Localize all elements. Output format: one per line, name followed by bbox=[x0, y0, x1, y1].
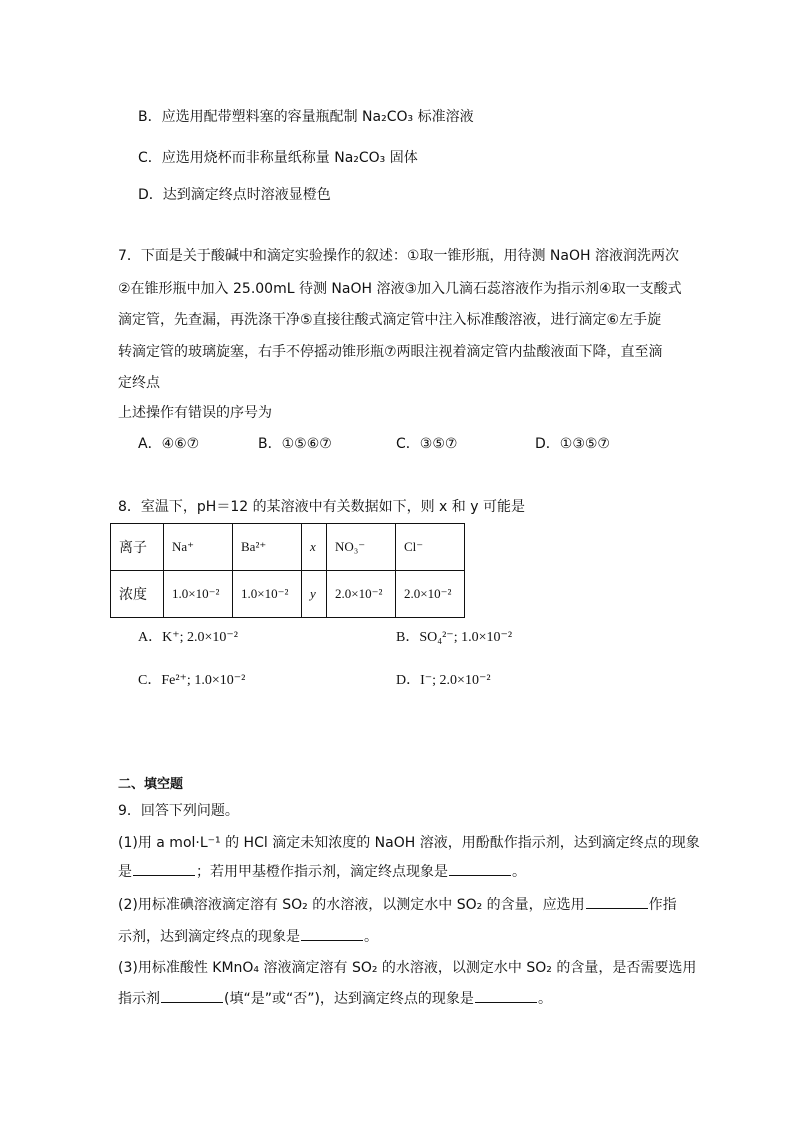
answer-blank[interactable] bbox=[301, 928, 363, 941]
q9-part3-line1: (3)用标准酸性 KMnO₄ 溶液滴定溶有 SO₂ 的水溶液，以测定水中 SO₂ 的含量，是否需要选用 bbox=[118, 960, 697, 976]
text-segment: 指示剂 bbox=[118, 991, 160, 1007]
q6-option-b: B．应选用配带塑料塞的容量瓶配制 Na₂CO₃ 标准溶液 bbox=[138, 109, 474, 125]
q7-stem-line-3: 滴定管，先查漏，再洗涤干净⑤直接往酸式滴定管中注入标准酸溶液，进行滴定⑥左手旋 bbox=[118, 312, 662, 328]
q6-option-d: D．达到滴定终点时溶液显橙色 bbox=[138, 187, 331, 203]
table-cell: x bbox=[302, 524, 327, 571]
section-heading: 二、填空题 bbox=[118, 777, 184, 792]
table-cell: NO₃⁻ bbox=[327, 524, 396, 571]
table-cell: 1.0×10⁻² bbox=[164, 571, 233, 618]
text-segment: 示剂，达到滴定终点的现象是 bbox=[118, 929, 300, 945]
table-cell: Ba²⁺ bbox=[233, 524, 302, 571]
answer-blank[interactable] bbox=[475, 990, 537, 1003]
q8-option-d: D．I⁻; 2.0×10⁻² bbox=[396, 673, 491, 688]
table-cell: 浓度 bbox=[111, 571, 164, 618]
q8-option-b: B．SO₄²⁻; 1.0×10⁻² bbox=[396, 630, 513, 645]
q7-option-d: D．①③⑤⑦ bbox=[535, 436, 610, 452]
text-segment: (填“是”或“否”)，达到滴定终点的现象是 bbox=[224, 991, 474, 1007]
q7-prompt: 上述操作有错误的序号为 bbox=[118, 405, 272, 421]
text-segment: 。 bbox=[537, 991, 552, 1007]
text-segment: 是 bbox=[118, 864, 132, 880]
q9-part2-line1 bbox=[118, 895, 677, 915]
q8-option-c: C．Fe²⁺; 1.0×10⁻² bbox=[138, 673, 246, 688]
q7-option-b: B．①⑤⑥⑦ bbox=[258, 436, 332, 452]
q7-stem-line-2: ②在锥形瓶中加入 25.00mL 待测 NaOH 溶液③加入几滴石蕊溶液作为指示剂④取一支酸式 bbox=[118, 281, 682, 297]
text-segment: 。 bbox=[364, 929, 378, 945]
text-segment: ；若用甲基橙作指示剂，滴定终点现象是 bbox=[196, 864, 448, 880]
q7-stem-line-5: 定终点 bbox=[118, 375, 160, 391]
ion-concentration-table bbox=[110, 523, 465, 618]
table-row bbox=[111, 571, 465, 618]
table-cell: 2.0×10⁻² bbox=[327, 571, 396, 618]
answer-blank[interactable] bbox=[586, 896, 648, 909]
q9-part1-line2 bbox=[118, 862, 526, 882]
q9-title: 9．回答下列问题。 bbox=[118, 803, 239, 819]
q7-option-a: A．④⑥⑦ bbox=[138, 436, 200, 452]
table-cell: Na⁺ bbox=[164, 524, 233, 571]
table-cell: 离子 bbox=[111, 524, 164, 571]
q9-part3-line2 bbox=[118, 989, 552, 1009]
q7-stem-line-4: 转滴定管的玻璃旋塞，右手不停摇动锥形瓶⑦两眼注视着滴定管内盐酸液面下降，直至滴 bbox=[118, 344, 663, 360]
answer-blank[interactable] bbox=[133, 863, 195, 876]
q8-stem: 8．室温下，pH＝12 的某溶液中有关数据如下，则 x 和 y 可能是 bbox=[118, 499, 525, 515]
q6-option-c: C．应选用烧杯而非称量纸称量 Na₂CO₃ 固体 bbox=[138, 150, 418, 166]
q7-stem-line-1: 7．下面是关于酸碱中和滴定实验操作的叙述：①取一锥形瓶，用待测 NaOH 溶液润洗两次 bbox=[118, 248, 679, 264]
text-segment: 。 bbox=[512, 864, 526, 880]
q7-option-c: C．③⑤⑦ bbox=[396, 436, 458, 452]
table-cell: 2.0×10⁻² bbox=[396, 571, 465, 618]
q9-part1-line1: (1)用 a mol·L⁻¹ 的 HCl 滴定未知浓度的 NaOH 溶液，用酚酞作指示剂，达到滴定终点的现象 bbox=[118, 835, 700, 851]
table-cell: Cl⁻ bbox=[396, 524, 465, 571]
table-cell: 1.0×10⁻² bbox=[233, 571, 302, 618]
q8-option-a: A．K⁺; 2.0×10⁻² bbox=[138, 630, 238, 645]
table-row bbox=[111, 524, 465, 571]
text-segment: 作指 bbox=[648, 897, 677, 913]
answer-blank[interactable] bbox=[449, 863, 511, 876]
answer-blank[interactable] bbox=[161, 990, 223, 1003]
q9-part2-line2 bbox=[118, 927, 378, 947]
text-segment: (2)用标准碘溶液滴定溶有 SO₂ 的水溶液，以测定水中 SO₂ 的含量，应选用 bbox=[118, 897, 585, 913]
table-cell: y bbox=[302, 571, 327, 618]
